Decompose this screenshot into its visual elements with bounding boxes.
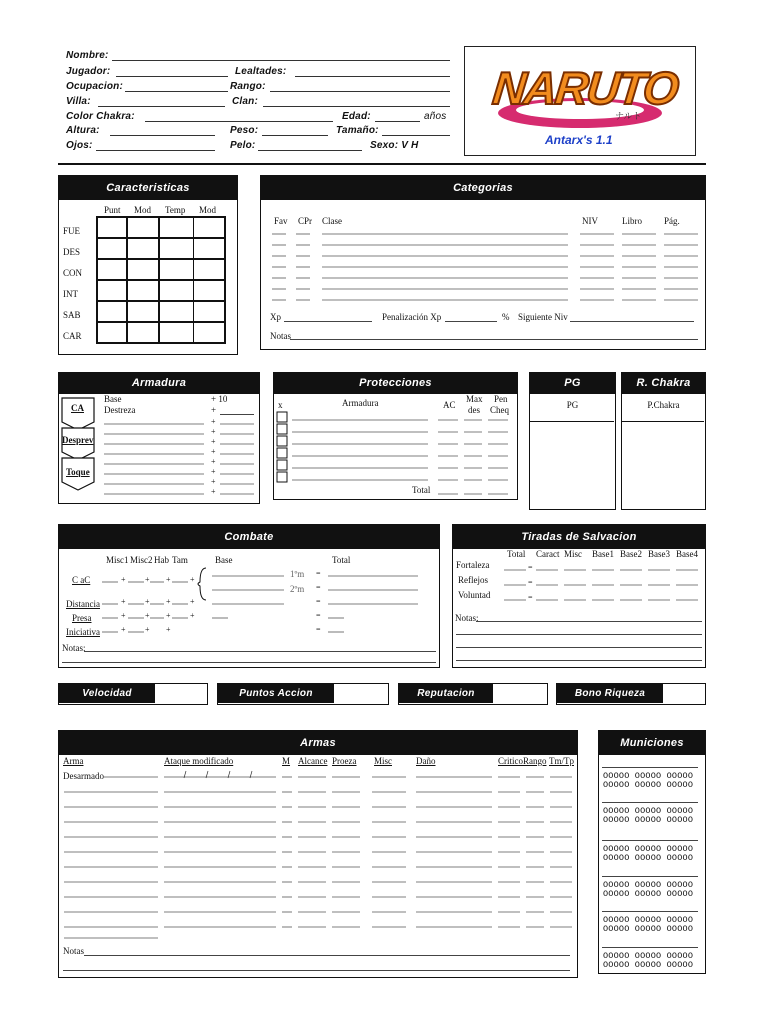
armadura-lines[interactable] bbox=[100, 416, 260, 498]
armas-notas-input-1[interactable] bbox=[84, 955, 570, 956]
svg-text:+: + bbox=[145, 597, 150, 606]
stat-sab: SAB bbox=[63, 310, 81, 320]
label-peso: Peso: bbox=[230, 125, 259, 136]
stat-des: DES bbox=[63, 247, 81, 257]
armadura-desprev: Desprev bbox=[62, 435, 94, 445]
input-peso[interactable] bbox=[262, 135, 328, 136]
svg-text:+: + bbox=[211, 457, 216, 466]
input-lealtades[interactable] bbox=[295, 76, 450, 77]
svg-text:+: + bbox=[211, 467, 216, 476]
svg-text:+: + bbox=[121, 611, 126, 620]
armas-col-proeza: Proeza bbox=[332, 756, 357, 766]
logo-box bbox=[464, 46, 696, 156]
svg-text:+: + bbox=[211, 437, 216, 446]
salv-fortaleza: Fortaleza bbox=[456, 560, 490, 570]
comb-notas-label: Notas: bbox=[62, 643, 86, 653]
armas-notas-input-2[interactable] bbox=[63, 970, 570, 971]
ammo-name-1[interactable] bbox=[602, 767, 698, 768]
bono-riqueza-box[interactable] bbox=[556, 683, 706, 705]
puntos-accion-label: Puntos Accion bbox=[218, 684, 334, 703]
car-col-mod: Mod bbox=[134, 205, 152, 215]
svg-text:=: = bbox=[316, 583, 321, 592]
armas-col-m: M bbox=[282, 756, 291, 766]
input-pelo[interactable] bbox=[258, 150, 362, 151]
prot-x: x bbox=[278, 400, 283, 410]
label-villa: Villa: bbox=[66, 96, 91, 107]
svg-text:+: + bbox=[211, 417, 216, 426]
salv-col-base4: Base4 bbox=[676, 549, 698, 559]
label-edad: Edad: bbox=[342, 111, 371, 122]
armas-col-rango: Rango bbox=[523, 756, 547, 766]
comb-iniciativa: Iniciativa bbox=[66, 627, 100, 637]
ammo-ring-5a[interactable]: OOOOO OOOOO OOOOO bbox=[603, 915, 694, 925]
cat-siguiente-input[interactable] bbox=[570, 321, 694, 322]
armas-lines[interactable] bbox=[60, 770, 576, 942]
armas-col-ataque: Ataque modificado bbox=[164, 756, 234, 766]
salv-col-base3: Base3 bbox=[648, 549, 670, 559]
comb-presa: Presa bbox=[72, 613, 92, 623]
comb-cac: C aC bbox=[72, 575, 91, 585]
comb-col-misc2: Misc2 bbox=[130, 555, 153, 565]
prot-pen: Pen bbox=[494, 394, 508, 404]
cat-notas-label: Notas bbox=[270, 331, 291, 341]
cat-col-libro: Libro bbox=[622, 216, 642, 226]
rchakra-title: R. Chakra bbox=[622, 373, 705, 394]
armadura-title: Armadura bbox=[59, 373, 259, 394]
svg-text:=: = bbox=[316, 625, 321, 634]
label-sexo[interactable]: Sexo: V H bbox=[370, 140, 419, 151]
comb-col-misc1: Misc1 bbox=[106, 555, 129, 565]
stat-fue: FUE bbox=[63, 226, 81, 236]
cat-col-pag: Pág. bbox=[664, 216, 680, 226]
armas-desarmado: Desarmado bbox=[63, 771, 104, 781]
svg-text:+: + bbox=[211, 447, 216, 456]
ammo-name-3[interactable] bbox=[602, 840, 698, 841]
ammo-ring-3b[interactable]: OOOOO OOOOO OOOOO bbox=[603, 853, 694, 863]
armas-col-tmtp: Tm/Tp bbox=[549, 756, 574, 766]
ammo-ring-1a[interactable]: OOOOO OOOOO OOOOO bbox=[603, 771, 694, 781]
categorias-lines[interactable] bbox=[270, 230, 700, 306]
svg-text:+: + bbox=[145, 611, 150, 620]
comb-notas-input-1[interactable] bbox=[84, 651, 436, 652]
reputacion-label: Reputacion bbox=[399, 684, 493, 703]
pg-label: PG bbox=[566, 400, 579, 410]
velocidad-box[interactable] bbox=[58, 683, 208, 705]
label-clan: Clan: bbox=[232, 96, 258, 107]
cat-penalizacion-label: Penalización Xp bbox=[382, 312, 442, 322]
cat-siguiente-label: Siguiente Niv bbox=[518, 312, 568, 322]
armadura-destreza: Destreza bbox=[104, 405, 136, 415]
salv-notas-input-4[interactable] bbox=[456, 660, 702, 661]
salv-notas-input-3[interactable] bbox=[456, 647, 702, 648]
protecciones-title: Protecciones bbox=[274, 373, 517, 394]
cat-col-cpr: CPr bbox=[298, 216, 313, 226]
svg-text:+: + bbox=[211, 477, 216, 486]
svg-text:+: + bbox=[190, 575, 195, 584]
salv-voluntad: Voluntad bbox=[458, 590, 491, 600]
stat-con: CON bbox=[63, 268, 83, 278]
salvacion-title: Tiradas de Salvacion bbox=[453, 525, 705, 549]
input-clan[interactable] bbox=[263, 106, 450, 107]
armadura-plus-1: + bbox=[211, 405, 217, 415]
armas-col-dano: Daño bbox=[416, 756, 436, 766]
ammo-ring-4a[interactable]: OOOOO OOOOO OOOOO bbox=[603, 880, 694, 890]
rchakra-divider bbox=[622, 421, 704, 422]
cat-xp-input[interactable] bbox=[284, 321, 372, 322]
cat-penalizacion-input[interactable] bbox=[445, 321, 497, 322]
input-ojos[interactable] bbox=[96, 150, 215, 151]
label-jugador: Jugador: bbox=[66, 66, 111, 77]
ammo-ring-5b[interactable]: OOOOO OOOOO OOOOO bbox=[603, 924, 694, 934]
armadura-toque: Toque bbox=[66, 467, 90, 477]
stat-int: INT bbox=[63, 289, 78, 299]
input-color-chakra[interactable] bbox=[145, 121, 333, 122]
salv-reflejos: Reflejos bbox=[458, 575, 488, 585]
cat-col-clase: Clase bbox=[322, 216, 342, 226]
input-jugador[interactable] bbox=[116, 76, 228, 77]
salv-notas-input-1[interactable] bbox=[476, 621, 702, 622]
svg-text:+: + bbox=[121, 597, 126, 606]
salv-col-base2: Base2 bbox=[620, 549, 642, 559]
pg-title: PG bbox=[530, 373, 615, 394]
label-color-chakra: Color Chakra: bbox=[66, 111, 135, 122]
rchakra-panel[interactable] bbox=[621, 372, 706, 510]
armas-title: Armas bbox=[59, 731, 577, 755]
svg-text:+: + bbox=[145, 625, 150, 634]
svg-text:+: + bbox=[211, 427, 216, 436]
armadura-base: Base bbox=[104, 394, 122, 404]
label-ocupacion: Ocupacion: bbox=[66, 81, 124, 92]
svg-text:+: + bbox=[211, 487, 216, 496]
input-altura[interactable] bbox=[110, 135, 215, 136]
svg-text:=: = bbox=[528, 563, 533, 572]
armadura-base-val: + 10 bbox=[211, 394, 228, 404]
svg-text:+: + bbox=[166, 597, 171, 606]
svg-text:=: = bbox=[316, 611, 321, 620]
label-pelo: Pelo: bbox=[230, 140, 256, 151]
prot-des: des bbox=[468, 405, 480, 415]
salv-notas-label: Notas: bbox=[455, 613, 479, 623]
label-lealtades: Lealtades: bbox=[235, 66, 287, 77]
svg-text:=: = bbox=[528, 593, 533, 602]
comb-1m: 1ºm bbox=[290, 569, 305, 579]
ammo-name-2[interactable] bbox=[602, 802, 698, 803]
logo-text: NARUTO bbox=[490, 62, 680, 114]
categorias-title: Categorias bbox=[261, 176, 705, 200]
stat-car: CAR bbox=[63, 331, 82, 341]
label-tamano: Tamaño: bbox=[336, 125, 379, 136]
caracteristicas-title: Caracteristicas bbox=[59, 176, 237, 200]
combate-title: Combate bbox=[59, 525, 439, 549]
ammo-ring-6a[interactable]: OOOOO OOOOO OOOOO bbox=[603, 951, 694, 961]
ammo-ring-6b[interactable]: OOOOO OOOOO OOOOO bbox=[603, 960, 694, 970]
combate-lines[interactable] bbox=[100, 562, 436, 642]
comb-2m: 2ºm bbox=[290, 584, 305, 594]
armas-col-alcance: Alcance bbox=[298, 756, 328, 766]
label-rango: Rango: bbox=[230, 81, 266, 92]
car-col-mod2: Mod bbox=[199, 205, 217, 215]
svg-text:=: = bbox=[528, 578, 533, 587]
armas-col-misc: Misc bbox=[374, 756, 392, 766]
version-label: Antarx's 1.1 bbox=[545, 133, 613, 147]
prot-armadura: Armadura bbox=[342, 398, 379, 408]
ammo-ring-2b[interactable]: OOOOO OOOOO OOOOO bbox=[603, 815, 694, 825]
salv-col-total: Total bbox=[507, 549, 526, 559]
label-edad-unit: años bbox=[424, 111, 447, 122]
svg-text:=: = bbox=[316, 597, 321, 606]
input-tamano[interactable] bbox=[382, 135, 450, 136]
cat-xp-label: Xp bbox=[270, 312, 281, 322]
label-nombre: Nombre: bbox=[66, 50, 109, 61]
pg-panel[interactable] bbox=[529, 372, 616, 510]
armadura-destreza-input[interactable] bbox=[220, 414, 254, 415]
velocidad-label: Velocidad bbox=[59, 684, 155, 703]
comb-distancia: Distancia bbox=[66, 599, 100, 609]
puntos-accion-box[interactable] bbox=[217, 683, 389, 705]
ammo-ring-2a[interactable]: OOOOO OOOOO OOOOO bbox=[603, 806, 694, 816]
ammo-name-5[interactable] bbox=[602, 911, 698, 912]
car-col-temp: Temp bbox=[165, 205, 186, 215]
input-villa[interactable] bbox=[98, 106, 225, 107]
cat-percent: % bbox=[502, 312, 510, 322]
svg-text:=: = bbox=[316, 569, 321, 578]
cat-notas-input[interactable] bbox=[290, 339, 698, 340]
salv-notas-input-2[interactable] bbox=[456, 634, 702, 635]
comb-col-hab: Hab bbox=[154, 555, 169, 565]
svg-text:+: + bbox=[190, 611, 195, 620]
armas-col-arma: Arma bbox=[63, 756, 84, 766]
rchakra-label: P.Chakra bbox=[647, 400, 680, 410]
cat-col-niv: NIV bbox=[582, 216, 598, 226]
protecciones-lines[interactable] bbox=[276, 410, 516, 484]
logo-kana: ナルト bbox=[615, 112, 642, 122]
svg-text:+: + bbox=[121, 625, 126, 634]
comb-notas-input-2[interactable] bbox=[62, 662, 436, 663]
label-ojos: Ojos: bbox=[66, 140, 93, 151]
ammo-ring-4b[interactable]: OOOOO OOOOO OOOOO bbox=[603, 889, 694, 899]
salv-col-base1: Base1 bbox=[592, 549, 614, 559]
salv-col-misc: Misc bbox=[564, 549, 582, 559]
header-divider bbox=[58, 163, 706, 165]
bono-riqueza-label: Bono Riqueza bbox=[557, 684, 663, 703]
svg-text:+: + bbox=[121, 575, 126, 584]
ammo-name-6[interactable] bbox=[602, 947, 698, 948]
svg-text:+: + bbox=[166, 611, 171, 620]
salvacion-lines[interactable] bbox=[500, 560, 704, 604]
svg-text:+: + bbox=[166, 625, 171, 634]
label-altura: Altura: bbox=[66, 125, 100, 136]
armas-notas-label: Notas bbox=[63, 946, 84, 956]
car-col-punt: Punt bbox=[104, 205, 121, 215]
comb-col-tam: Tam bbox=[172, 555, 188, 565]
prot-cheq: Cheq bbox=[490, 405, 509, 415]
prot-total-lines[interactable] bbox=[436, 486, 516, 496]
salv-col-caract: Caract bbox=[536, 549, 560, 559]
ammo-name-4[interactable] bbox=[602, 876, 698, 877]
armadura-ca: CA bbox=[71, 403, 84, 413]
svg-text:+: + bbox=[190, 597, 195, 606]
comb-col-total: Total bbox=[332, 555, 351, 565]
prot-max: Max bbox=[466, 394, 483, 404]
input-rango[interactable] bbox=[270, 91, 450, 92]
input-ocupacion[interactable] bbox=[125, 91, 228, 92]
armas-col-critico: Critico bbox=[498, 756, 523, 766]
input-nombre[interactable] bbox=[112, 60, 450, 61]
svg-text:+: + bbox=[166, 575, 171, 584]
svg-text:+: + bbox=[145, 575, 150, 584]
municiones-title: Municiones bbox=[599, 731, 705, 755]
ammo-ring-1b[interactable]: OOOOO OOOOO OOOOO bbox=[603, 780, 694, 790]
cat-col-fav: Fav bbox=[274, 216, 288, 226]
prot-total: Total bbox=[412, 485, 431, 495]
input-edad[interactable] bbox=[375, 121, 420, 122]
pg-divider bbox=[530, 421, 614, 422]
comb-col-base: Base bbox=[215, 555, 233, 565]
ammo-ring-3a[interactable]: OOOOO OOOOO OOOOO bbox=[603, 844, 694, 854]
reputacion-box[interactable] bbox=[398, 683, 548, 705]
prot-ac: AC bbox=[443, 400, 456, 410]
